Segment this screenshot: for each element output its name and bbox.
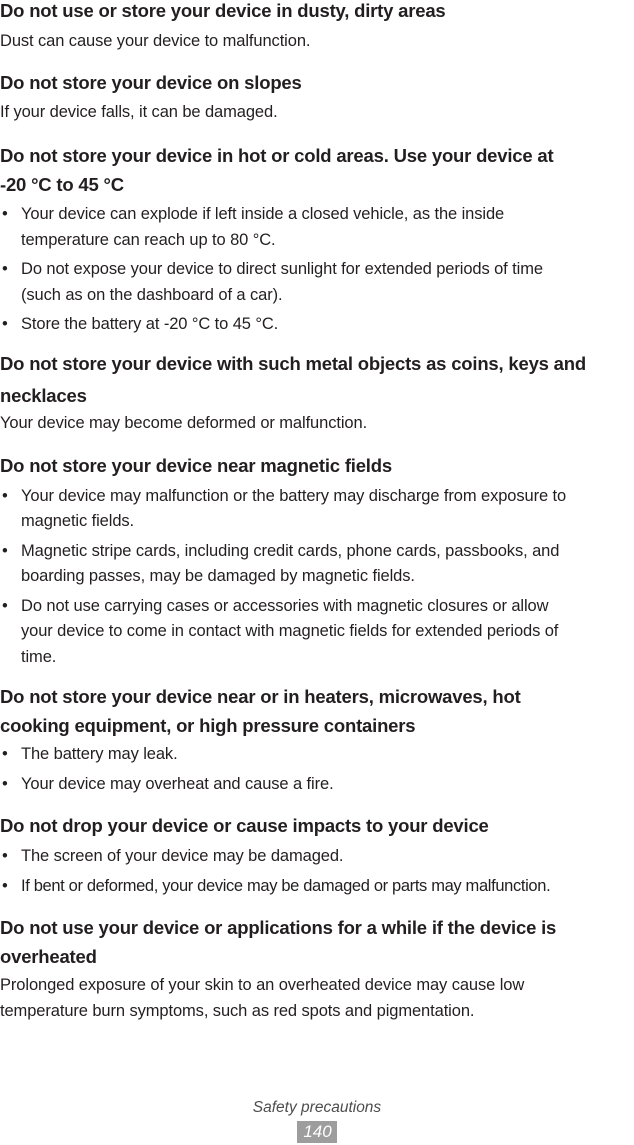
bullet-list: [0, 202, 634, 338]
heading-line: cooking equipment, or high pressure containers: [0, 715, 416, 736]
bullet-icon: •: [2, 774, 8, 793]
section-paragraph: Your device may become deformed or malfunction.: [0, 413, 368, 432]
list-item-line: magnetic fields.: [21, 512, 135, 530]
heading-line: necklaces: [0, 384, 87, 406]
page-footer: [0, 1098, 634, 1143]
list-item-line: temperature can reach up to 80 °C.: [21, 230, 276, 249]
list-item-line: Store the battery at -20 °C to 45 °C.: [21, 315, 279, 333]
bullet-icon: •: [2, 260, 8, 278]
list-item-line: boarding passes, may be damaged by magnetic fields.: [21, 567, 415, 585]
bullet-icon: •: [2, 596, 8, 615]
list-item-line: Do not expose your device to direct sunlight for extended periods of time: [21, 260, 543, 278]
list-item-line: your device to come in contact with magnetic fields for extended periods of: [21, 622, 559, 640]
paragraph-line: Prolonged exposure of your skin to an overheated device may cause low: [0, 976, 525, 994]
bullet-icon: •: [2, 745, 8, 763]
heading-line: Do not store your device with such metal objects as coins, keys and: [0, 352, 586, 374]
list-item-line: If bent or deformed, your device may be damaged or parts may malfunction.: [21, 876, 551, 895]
heading-line: overheated: [0, 946, 97, 967]
section-heading: Do not store your device on slopes: [0, 72, 302, 93]
section-heading: Do not drop your device or cause impacts to your device: [0, 815, 489, 836]
section-drop-impacts: [0, 811, 634, 899]
bullet-list: [0, 844, 634, 899]
list-item-line: time.: [21, 647, 57, 666]
list-item: [0, 539, 634, 590]
bullet-icon: •: [2, 315, 8, 333]
section-slopes: [0, 68, 634, 125]
section-hot-cold-areas: [0, 141, 634, 338]
list-item: [0, 594, 634, 671]
section-heading: [0, 682, 634, 740]
list-item-line: Do not use carrying cases or accessories with magnetic closures or allow: [21, 596, 549, 615]
section-heading: [0, 141, 634, 199]
list-item-line: Your device may overheat and cause a fire.: [21, 774, 334, 793]
list-item: [0, 202, 634, 253]
paragraph-line: temperature burn symptoms, such as red spots and pigmentation.: [0, 1002, 475, 1020]
section-paragraph: Dust can cause your device to malfunction.: [0, 32, 311, 50]
section-heaters: [0, 682, 634, 797]
list-item: [0, 257, 634, 308]
list-item-line: Magnetic stripe cards, including credit cards, phone cards, passbooks, and: [21, 541, 560, 560]
bullet-icon: •: [2, 847, 8, 865]
list-item: [0, 742, 634, 768]
heading-line: -20 °C to 45 °C: [0, 174, 124, 195]
list-item: [0, 874, 634, 900]
section-paragraph: [0, 972, 634, 1024]
section-heading: [0, 348, 634, 412]
section-paragraph: If your device falls, it can be damaged.: [0, 103, 278, 121]
list-item-line: Your device may malfunction or the battery may discharge from exposure to: [21, 486, 567, 505]
list-item: [0, 312, 634, 338]
page-number: 140: [297, 1121, 336, 1143]
bullet-list: [0, 484, 634, 671]
list-item-line: Your device can explode if left inside a closed vehicle, as the inside: [21, 205, 505, 223]
section-heading: Do not use or store your device in dusty, dirty areas: [0, 0, 446, 21]
list-item: [0, 844, 634, 870]
bullet-icon: •: [2, 486, 8, 505]
section-overheated: [0, 913, 634, 1024]
list-item: [0, 772, 634, 798]
list-item: [0, 484, 634, 535]
heading-line: Do not store your device in hot or cold areas. Use your device at: [0, 145, 554, 166]
bullet-icon: •: [2, 205, 8, 223]
section-dusty-areas: [0, 0, 634, 54]
section-heading: [0, 913, 634, 971]
list-item-line: The battery may leak.: [21, 745, 178, 763]
heading-line: Do not use your device or applications for a while if the device is: [0, 917, 557, 938]
section-magnetic-fields: [0, 451, 634, 671]
list-item-line: (such as on the dashboard of a car).: [21, 285, 283, 304]
bullet-list: [0, 742, 634, 797]
heading-line: Do not store your device near or in heaters, microwaves, hot: [0, 686, 521, 707]
footer-section-label: Safety precautions: [252, 1099, 382, 1116]
bullet-icon: •: [2, 876, 8, 895]
section-heading: Do not store your device near magnetic fields: [0, 454, 392, 476]
list-item-line: The screen of your device may be damaged.: [21, 847, 344, 865]
section-metal-objects: [0, 348, 634, 436]
bullet-icon: •: [2, 541, 8, 560]
